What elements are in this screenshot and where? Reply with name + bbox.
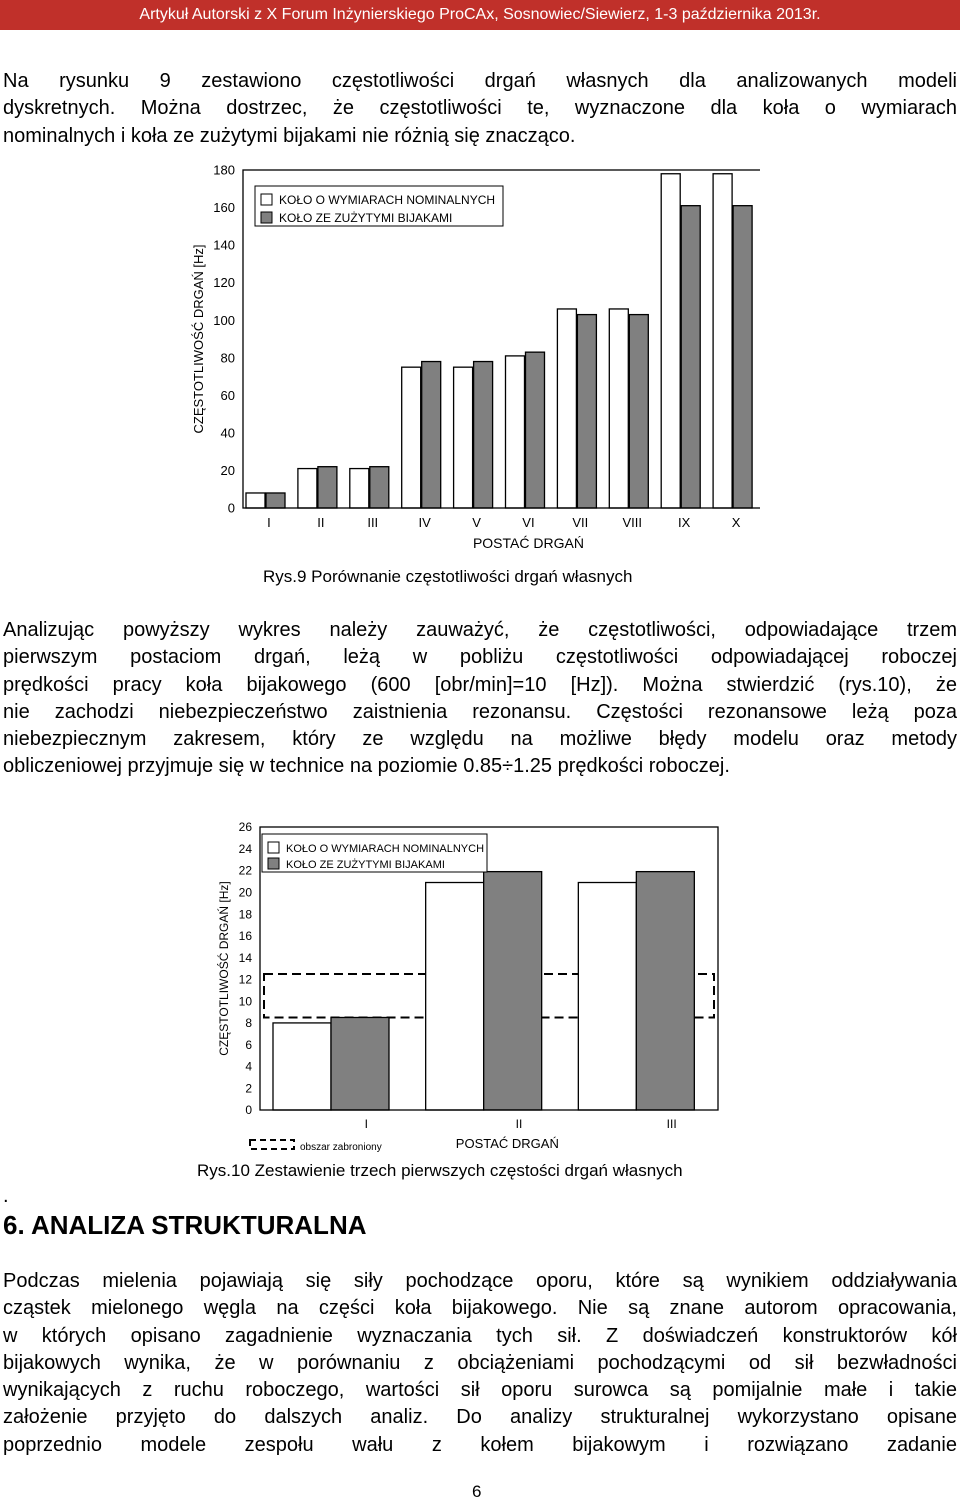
x-tick-label: IV: [418, 515, 431, 530]
text-line: Podczas mielenia pojawiają się siły pochodzące oporu, które są wynikiem oddziaływania: [3, 1270, 957, 1292]
text-line: nominalnych i koła ze zużytymi bijakami nie różnią się znacząco.: [3, 124, 576, 147]
text-line: pierwszym postaciom drgań, leżą w pobliżu częstotliwości odpowiadającej roboczej: [3, 646, 957, 669]
text-line: bijakowych wynika, że w porównaniu z obciążeniami pochodzącymi od sił bezwładności: [3, 1351, 957, 1374]
bar-worn: [370, 467, 389, 508]
bar-worn: [484, 872, 542, 1110]
bar-nominal: [246, 493, 265, 508]
legend-label: KOŁO O WYMIARACH NOMINALNYCH: [279, 193, 496, 207]
bar-nominal: [426, 883, 484, 1110]
bar-nominal: [609, 309, 628, 508]
y-tick-label: 40: [220, 425, 235, 441]
page-header: Artykuł Autorski z X Forum Inżynierskiego ProCAx, Sosnowiec/Siewierz, 1-3 października 2013r.: [0, 0, 960, 30]
y-tick-label: 20: [238, 885, 252, 900]
y-tick-label: 100: [213, 312, 235, 328]
bar-worn: [526, 352, 545, 508]
x-tick-label: VI: [522, 515, 535, 530]
y-axis-label: CZĘSTOTLIWOŚĆ DRGAŃ [Hz]: [217, 881, 231, 1056]
y-tick-label: 20: [220, 462, 235, 478]
y-tick-label: 4: [245, 1059, 252, 1074]
bar-worn: [577, 315, 596, 508]
bar-worn: [422, 362, 441, 508]
section-paragraph: [3, 1268, 957, 1459]
analysis-paragraph: [3, 617, 957, 781]
x-tick-label: VIII: [622, 515, 643, 530]
bar-nominal: [506, 356, 525, 508]
text-line: nie zachodzi niebezpieczeństwo zaistnienia rezonansu. Częstości rezonansowe leżą poza: [3, 700, 957, 723]
y-tick-label: 24: [238, 841, 252, 856]
y-tick-label: 22: [238, 863, 252, 878]
text-line: cząstek mielonego węgla na części koła bijakowego. Nie są znane autorom opracowania,: [3, 1297, 957, 1320]
x-tick-label: V: [472, 515, 481, 530]
y-tick-label: 0: [245, 1103, 252, 1118]
legend-swatch: [268, 842, 279, 853]
text-line: założenie przyjęto do dalszych analiz. Do analizy strukturalnej wykorzystano opisane: [3, 1406, 957, 1429]
y-tick-label: 6: [245, 1037, 252, 1052]
bar-nominal: [454, 367, 473, 508]
y-tick-label: 8: [245, 1016, 252, 1031]
y-tick-label: 12: [238, 972, 252, 987]
legend-label: KOŁO ZE ZUŻYTYMI BIJAKAMI: [279, 211, 453, 225]
x-axis-label: POSTAĆ DRGAŃ: [455, 1136, 559, 1151]
legend-swatch: [261, 194, 272, 205]
y-tick-label: 140: [213, 237, 235, 253]
figure-10-chart: [210, 815, 740, 1155]
y-tick-label: 0: [227, 500, 235, 516]
y-tick-label: 14: [238, 950, 252, 965]
text-line: Analizując powyższy wykres należy zauważyć, że częstotliwości, odpowiadające trzem: [3, 619, 957, 641]
bar-nominal: [578, 883, 636, 1110]
text-line: dyskretnych. Można dostrzec, że częstotliwości te, wyznaczone dla koła o wymiarach: [3, 97, 957, 120]
x-tick-label: VII: [572, 515, 589, 530]
y-tick-label: 120: [213, 275, 235, 291]
bar-worn: [733, 206, 752, 508]
bar-nominal: [557, 309, 576, 508]
y-axis-label: CZĘSTOTLIWOŚĆ DRGAŃ [Hz]: [191, 244, 206, 434]
bar-worn: [636, 872, 694, 1110]
x-tick-label: III: [666, 1117, 677, 1131]
bar-worn: [629, 315, 648, 508]
y-tick-label: 10: [238, 994, 252, 1009]
stray-dot: .: [3, 1185, 9, 1207]
legend-swatch: [261, 212, 272, 223]
text-line: Na rysunku 9 zestawiono częstotliwości drgań własnych dla analizowanych modeli: [3, 70, 957, 92]
y-tick-label: 80: [220, 350, 235, 366]
y-tick-label: 180: [213, 162, 235, 178]
figure-10-caption: Rys.10 Zestawienie trzech pierwszych częstości drgań własnych: [197, 1161, 683, 1180]
forbidden-zone-legend-swatch: [250, 1140, 294, 1149]
text-line: prędkości pracy koła bijakowego (600 [obr/min]=10 [Hz]). Można stwierdzić (rys.10), że: [3, 673, 957, 696]
x-tick-label: IX: [678, 515, 691, 530]
y-tick-label: 18: [238, 907, 252, 922]
page-number: 6: [472, 1482, 482, 1501]
section-heading: 6. ANALIZA STRUKTURALNA: [3, 1210, 367, 1240]
text-line: w których opisano zagadnienie wyznaczania tych sił. Z doświadczeń konstruktorów kół: [3, 1324, 957, 1347]
bar-nominal: [298, 469, 317, 508]
bar-nominal: [350, 469, 369, 508]
bar-worn: [266, 493, 285, 508]
x-tick-label: II: [317, 515, 325, 530]
figure-9-caption: Rys.9 Porównanie częstotliwości drgań własnych: [263, 567, 633, 586]
bar-nominal: [661, 174, 680, 508]
bar-nominal: [273, 1023, 331, 1110]
bar-nominal: [713, 174, 732, 508]
text-line: poprzednio modele zespołu wału z kołem bijakowym i rozwiązano zadanie: [3, 1433, 957, 1456]
y-tick-label: 2: [245, 1081, 252, 1096]
y-tick-label: 160: [213, 200, 235, 216]
bar-worn: [331, 1017, 389, 1110]
x-tick-label: III: [367, 515, 379, 530]
x-tick-label: I: [267, 515, 271, 530]
intro-paragraph: [3, 68, 957, 150]
y-tick-label: 60: [220, 387, 235, 403]
bar-worn: [474, 362, 493, 508]
legend-label: KOŁO O WYMIARACH NOMINALNYCH: [286, 843, 485, 855]
x-tick-label: I: [364, 1117, 369, 1131]
bar-nominal: [402, 367, 421, 508]
x-tick-label: X: [731, 515, 741, 530]
x-tick-label: II: [515, 1117, 523, 1131]
legend-swatch: [268, 858, 279, 869]
text-line: niebezpiecznym zakresem, który ze względu na możliwe błędy modelu oraz metody: [3, 728, 957, 751]
y-tick-label: 26: [238, 820, 252, 835]
x-axis-label: POSTAĆ DRGAŃ: [472, 535, 584, 551]
text-line: obliczeniowej przyjmuje się w technice na poziomie 0.85÷1.25 prędkości roboczej.: [3, 755, 730, 778]
figure-9-chart: [185, 160, 760, 555]
y-tick-label: 16: [238, 929, 252, 944]
legend-label: KOŁO ZE ZUŻYTYMI BIJAKAMI: [286, 859, 445, 871]
bar-worn: [318, 467, 337, 508]
bar-worn: [681, 206, 700, 508]
forbidden-zone-legend-label: obszar zabroniony: [300, 1142, 382, 1153]
text-line: wynikających z ruchu roboczego, wartości sił oporu surowca są pomijalnie małe i takie: [3, 1379, 957, 1402]
